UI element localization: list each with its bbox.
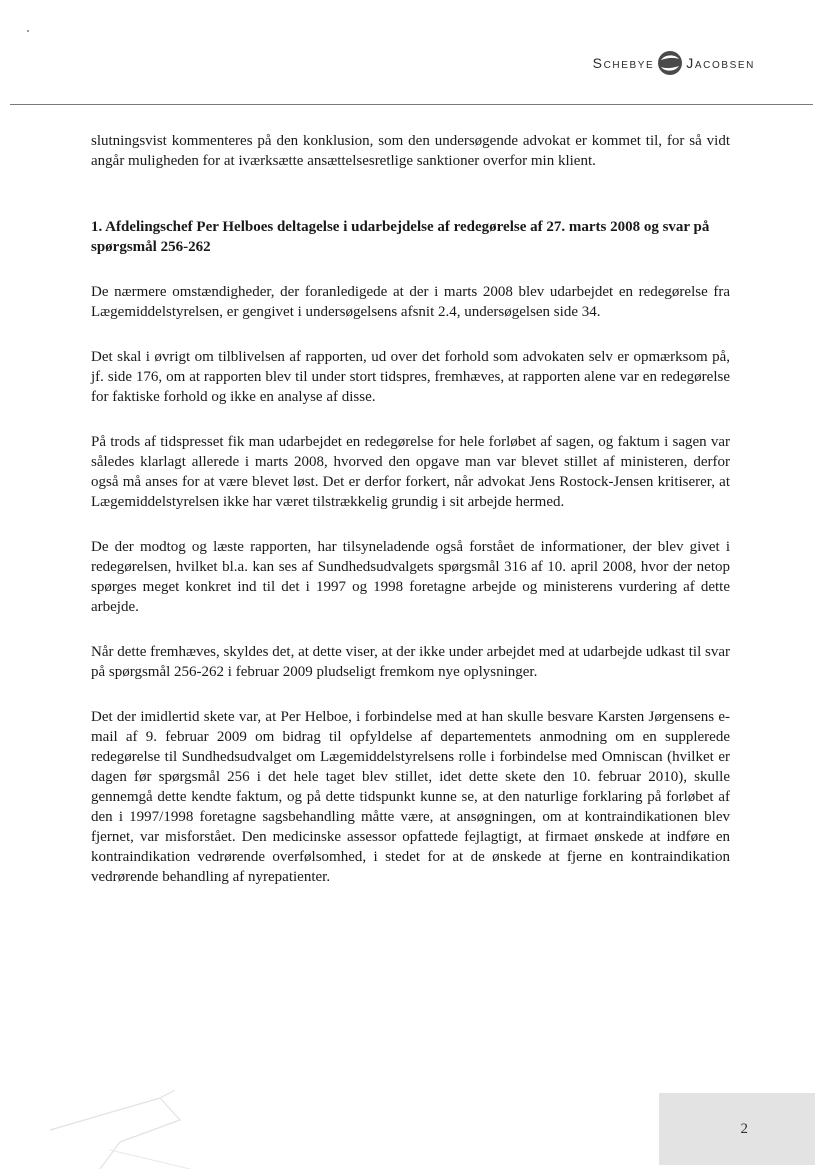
document-body (91, 131, 730, 912)
section-heading: 1. Afdelingschef Per Helboes deltagelse i udarbejdelse af redegørelse af 27. marts 2008 og svar på spørgsmål 256-262 (91, 219, 710, 255)
scan-speck (27, 30, 29, 32)
body-paragraph: På trods af tidspresset fik man udarbejdet en redegørelse for hele forløbet af sagen, og faktum i sagen var således klarlagt allerede i marts 2008, hvorved den opgave man var blevet stillet af ministeren, derfor også må anses for at være blevet løst. Det er derfor forkert, når advokat Jens Rostock-Jensen kritiserer, at Lægemiddelstyrelsen ikke har været tilstrækkelig grundig i sit arbejde hermed. (91, 434, 730, 510)
body-paragraph: Det der imidlertid skete var, at Per Helboe, i forbindelse med at han skulle besvare Karsten Jørgensens e-mail af 9. februar 2009 om bidrag til opfyldelse af departementets anmodning om en supplerede redegørelse til Sundhedsudvalget om Lægemiddelstyrelsens rolle i forbindelse med Omniscan (hvilket er dagen før spørgsmål 256 i det hele taget blev stillet, idet dette skete den 10. februar 2010), skulle gennemgå dette kendte faktum, og på dette tidspunkt kunne se, at den naturlige forklaring på forløbet af den i 1997/1998 foretagne sagsbehandling måtte være, at ansøgningen, om at kontraindikationen blev fjernet, var misforstået. Den medicinske assessor opfattede fejlagtigt, at firmaet ønskede at indføre en kontraindikation vedrørende overfølsomhed, i stedet for at de ønskede at fjerne en kontraindikation vedrørende behandling af nyrepatienter. (91, 709, 730, 885)
body-paragraph: De der modtog og læste rapporten, har tilsyneladende også forstået de informationer, der blev givet i redegørelsen, hvilket bl.a. kan ses af Sundhedsudvalgets spørgsmål 316 af 10. april 2008, hvor der netop spørges meget konkret ind til det i 1997 og 1998 foretagne arbejde og ministerens vurdering af dette arbejde. (91, 539, 730, 615)
header-divider (10, 104, 813, 105)
brand-logo-icon (657, 50, 683, 76)
watermark-graphic (40, 1090, 230, 1169)
body-paragraph: De nærmere omstændigheder, der foranledigede at der i marts 2008 blev udarbejdet en redegørelse fra Lægemiddelstyrelsen, er gengivet i undersøgelsens afsnit 2.4, undersøgelsen side 34. (91, 284, 730, 320)
body-paragraph: Det skal i øvrigt om tilblivelsen af rapporten, ud over det forhold som advokaten selv er opmærksom på, jf. side 176, om at rapporten blev til under stort tidspres, fremhæves, at rapporten alene var en redegørelse for faktiske forhold og ikke en analyse af disse. (91, 349, 730, 405)
page-number-box (659, 1093, 815, 1165)
brand-name-right: Jacobsen (686, 55, 755, 71)
body-paragraph: Når dette fremhæves, skyldes det, at dette viser, at der ikke under arbejdet med at udarbejde udkast til svar på spørgsmål 256-262 i februar 2009 pludseligt fremkom nye oplysninger. (91, 644, 730, 680)
page-number: 2 (740, 1121, 748, 1137)
intro-paragraph: slutningsvist kommenteres på den konklusion, som den undersøgende advokat er kommet til, for så vidt angår muligheden for at iværksætte ansættelsesretlige sanktioner overfor min klient. (91, 133, 730, 169)
brand-header (593, 50, 755, 76)
brand-name-left: Schebye (592, 55, 655, 71)
